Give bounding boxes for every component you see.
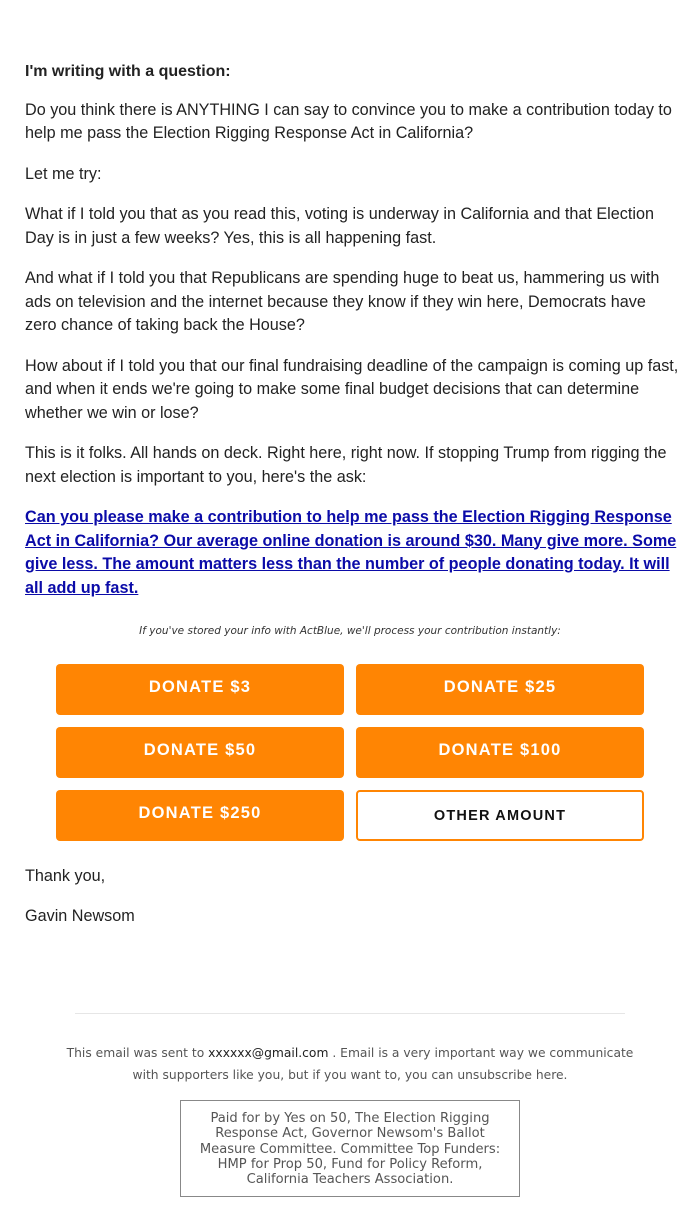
closing	[25, 865, 135, 928]
email-body	[25, 60, 680, 600]
paragraph-question: Do you think there is ANYTHING I can say to convince you to make a contribution today to help me pass the Election Rigging Response Act in California?	[25, 100, 672, 142]
footer-sent-prefix: This email was sent to	[66, 1046, 205, 1060]
paragraph-fundraising-deadline: How about if I told you that our final fundraising deadline of the campaign is coming up fast, and when it ends we're going to make some final budget decisions that can determine whether we win or lose?	[25, 356, 679, 422]
donate-50-button[interactable]: DONATE $50	[56, 727, 344, 778]
donate-3-button[interactable]: DONATE $3	[56, 664, 344, 715]
paragraph-let-me-try: Let me try:	[25, 164, 102, 183]
signature: Gavin Newsom	[25, 906, 135, 925]
paid-for-disclaimer: Paid for by Yes on 50, The Election Rigging Response Act, Governor Newsom's Ballot Measure Committee. Committee Top Funders: HMP for Prop 50, Fund for Policy Reform, California Teachers Association.	[180, 1100, 520, 1197]
paragraph-republicans-spending: And what if I told you that Republicans are spending huge to beat us, hammering us with ads on television and the internet because they know if they win here, Democrats have zero chance of taking back the House?	[25, 269, 660, 334]
footer-unsubscribe-text[interactable]: . Email is a very important way we communicate with supporters like you, but if you want to, you can unsubscribe here.	[132, 1046, 634, 1082]
footer-divider	[75, 1013, 625, 1014]
thank-you-text: Thank you,	[25, 867, 106, 885]
donate-100-button[interactable]: DONATE $100	[356, 727, 644, 778]
paragraph-voting-underway: What if I told you that as you read this, voting is underway in California and that Election Day is in just a few weeks? Yes, this is all happening fast.	[25, 205, 654, 247]
donate-250-button[interactable]: DONATE $250	[56, 790, 344, 841]
other-amount-button[interactable]: OTHER AMOUNT	[356, 790, 644, 841]
footer-notice	[60, 1043, 640, 1086]
greeting: I'm writing with a question:	[25, 63, 231, 80]
actblue-note: If you've stored your info with ActBlue, we'll process your contribution instantly:	[139, 625, 561, 637]
contribution-ask-link[interactable]: Can you please make a contribution to help me pass the Election Rigging Response Act in California? Our average online donation is around $30. Many give more. Some give less. The amount matters less than the number of people donating today. It will all add up fast.	[25, 508, 677, 597]
donate-button-grid	[56, 664, 644, 841]
donate-25-button[interactable]: DONATE $25	[356, 664, 644, 715]
recipient-email: xxxxxx@gmail.com	[208, 1046, 329, 1060]
paragraph-the-ask: This is it folks. All hands on deck. Right here, right now. If stopping Trump from rigging the next election is important to you, here's the ask:	[25, 444, 667, 486]
